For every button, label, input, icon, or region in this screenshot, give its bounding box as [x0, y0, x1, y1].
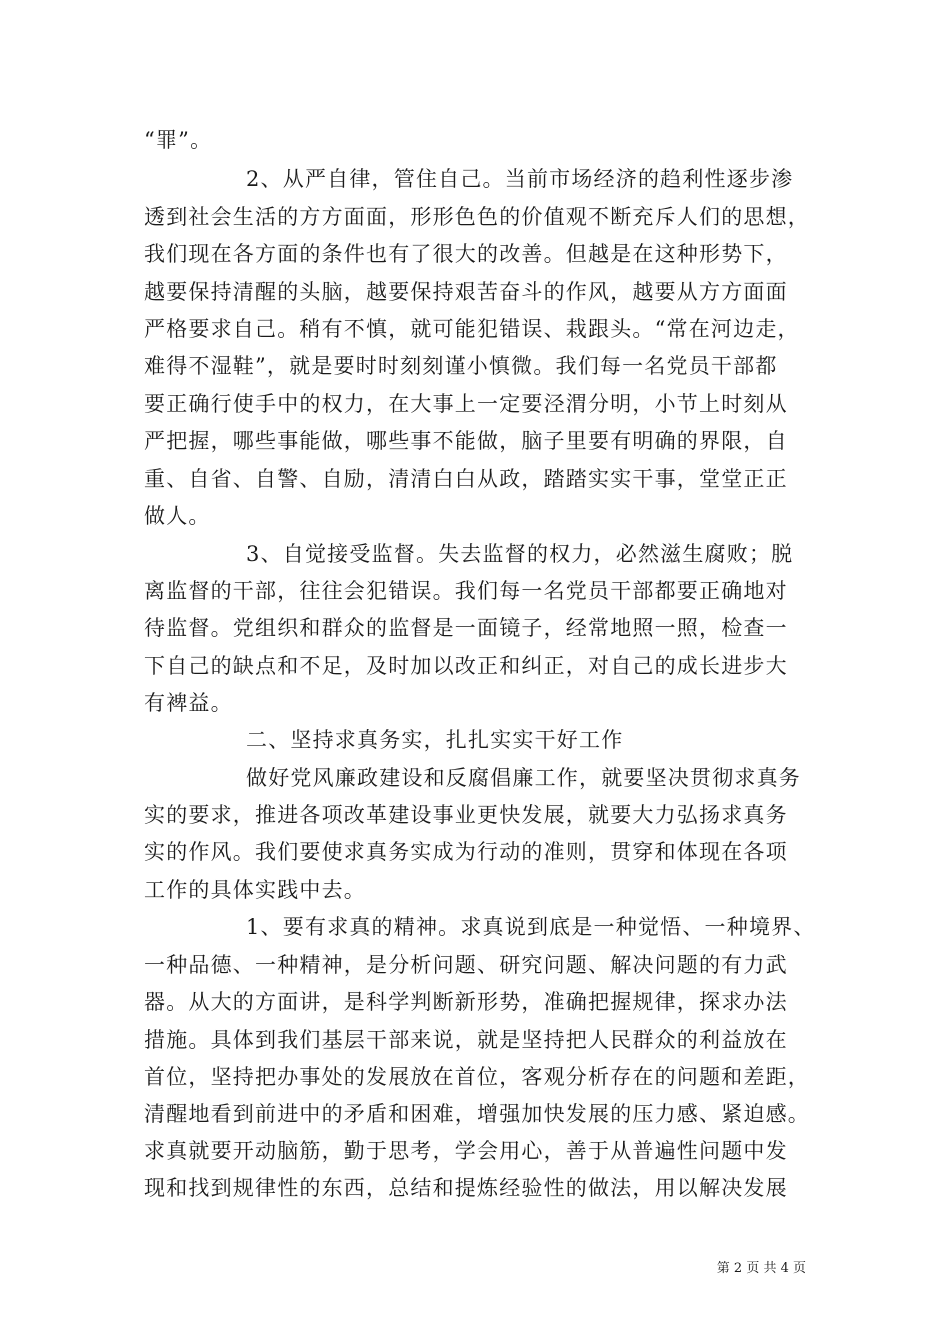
text-line: 离监督的干部，往往会犯错误。我们每一名党员干部都要正确地对	[144, 579, 788, 603]
text-line: 首位，坚持把办事处的发展放在首位，客观分析存在的问题和差距，	[144, 1065, 810, 1089]
section-heading: 二、坚持求真务实，扎扎实实干好工作	[246, 728, 624, 752]
text-line: “罪”。	[144, 128, 213, 152]
text-line: 有裨益。	[144, 691, 233, 715]
text-line: 重、自省、自警、自励，清清白白从政，踏踏实实干事，堂堂正正	[144, 467, 788, 491]
text-line: 严格要求自己。稍有不慎，就可能犯错误、栽跟头。“常在河边走，	[144, 317, 800, 341]
text-line: 1、要有求真的精神。求真说到底是一种觉悟、一种境界、	[246, 915, 816, 939]
text-line: 实的要求，推进各项改革建设事业更快发展，就要大力弘扬求真务	[144, 803, 788, 827]
text-line: 2、从严自律，管住自己。当前市场经济的趋利性逐步渗	[246, 167, 794, 191]
text-line: 求真就要开动脑筋，勤于思考，学会用心，善于从普遍性问题中发	[144, 1139, 788, 1163]
text-line: 透到社会生活的方方面面，形形色色的价值观不断充斥人们的思想，	[144, 205, 810, 229]
text-line: 现和找到规律性的东西，总结和提炼经验性的做法，用以解决发展	[144, 1176, 788, 1200]
text-line: 工作的具体实践中去。	[144, 878, 366, 902]
text-line: 越要保持清醒的头脑，越要保持艰苦奋斗的作风，越要从方方面面	[144, 280, 788, 304]
text-line: 实的作风。我们要使求真务实成为行动的准则，贯穿和体现在各项	[144, 840, 788, 864]
text-line: 做人。	[144, 504, 211, 528]
text-line: 器。从大的方面讲，是科学判断新形势，准确把握规律，探求办法	[144, 990, 788, 1014]
text-line: 要正确行使手中的权力，在大事上一定要泾渭分明，小节上时刻从	[144, 392, 788, 416]
text-line: 清醒地看到前进中的矛盾和困难，增强加快发展的压力感、紧迫感。	[144, 1102, 810, 1126]
text-line: 难得不湿鞋”，就是要时时刻刻谨小慎微。我们每一名党员干部都	[144, 354, 778, 378]
text-line: 下自己的缺点和不足，及时加以改正和纠正，对自己的成长进步大	[144, 654, 788, 678]
text-line: 待监督。党组织和群众的监督是一面镜子，经常地照一照，检查一	[144, 616, 788, 640]
text-line: 我们现在各方面的条件也有了很大的改善。但越是在这种形势下，	[144, 242, 788, 266]
page-number: 第 2 页 共 4 页	[716, 1261, 806, 1276]
text-line: 措施。具体到我们基层干部来说，就是坚持把人民群众的利益放在	[144, 1028, 788, 1052]
text-line: 一种品德、一种精神，是分析问题、研究问题、解决问题的有力武	[144, 953, 788, 977]
text-line: 严把握，哪些事能做，哪些事不能做，脑子里要有明确的界限，自	[144, 429, 788, 453]
text-line: 3、自觉接受监督。失去监督的权力，必然滋生腐败；脱	[246, 542, 794, 566]
text-line: 做好党风廉政建设和反腐倡廉工作，就要坚决贯彻求真务	[246, 766, 801, 790]
